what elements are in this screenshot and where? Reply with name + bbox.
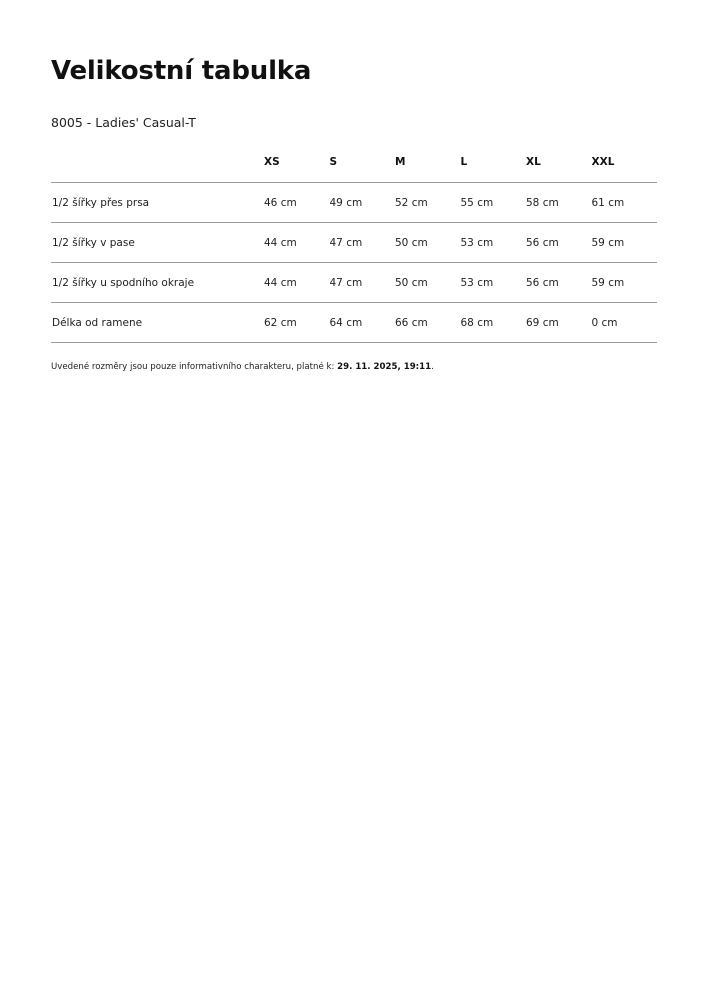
page-title: Velikostní tabulka [51,56,312,86]
table-cell: 61 cm [592,183,658,223]
table-cell: 64 cm [330,303,396,343]
header-cell-xl: XL [526,142,592,183]
table-cell: 53 cm [461,223,527,263]
header-cell-l: L [461,142,527,183]
table-cell: 46 cm [264,183,330,223]
table-cell: 0 cm [592,303,658,343]
table-cell: 59 cm [592,223,658,263]
table-cell: 59 cm [592,263,658,303]
table-cell: 58 cm [526,183,592,223]
table-row [51,223,657,263]
disclaimer-text: Uvedené rozměry jsou pouze informativního charakteru, platné k: [51,362,338,372]
row-label: Délka od ramene [51,303,264,343]
table-cell: 50 cm [395,223,461,263]
table-cell: 47 cm [330,263,396,303]
row-label: 1/2 šířky u spodního okraje [51,263,264,303]
table-cell: 49 cm [330,183,396,223]
product-name: 8005 - Ladies' Casual-T [51,115,196,130]
header-cell-m: M [395,142,461,183]
table-header-row [51,142,657,183]
table-row [51,263,657,303]
table-cell: 52 cm [395,183,461,223]
header-cell-s: S [330,142,396,183]
disclaimer-end: . [431,362,434,372]
table-cell: 44 cm [264,223,330,263]
row-label: 1/2 šířky v pase [51,223,264,263]
table-cell: 56 cm [526,223,592,263]
table-row [51,303,657,343]
header-cell-blank [51,142,264,183]
table-cell: 44 cm [264,263,330,303]
header-cell-xxl: XXL [592,142,658,183]
table-cell: 50 cm [395,263,461,303]
size-table [51,142,657,343]
table-cell: 66 cm [395,303,461,343]
table-cell: 53 cm [461,263,527,303]
table-row [51,183,657,223]
header-cell-xs: XS [264,142,330,183]
table-cell: 56 cm [526,263,592,303]
row-label: 1/2 šířky přes prsa [51,183,264,223]
table-cell: 68 cm [461,303,527,343]
table-cell: 55 cm [461,183,527,223]
table-cell: 62 cm [264,303,330,343]
table-cell: 69 cm [526,303,592,343]
table-cell: 47 cm [330,223,396,263]
disclaimer-note [51,362,434,372]
validity-date: 29. 11. 2025, 19:11 [337,362,432,372]
